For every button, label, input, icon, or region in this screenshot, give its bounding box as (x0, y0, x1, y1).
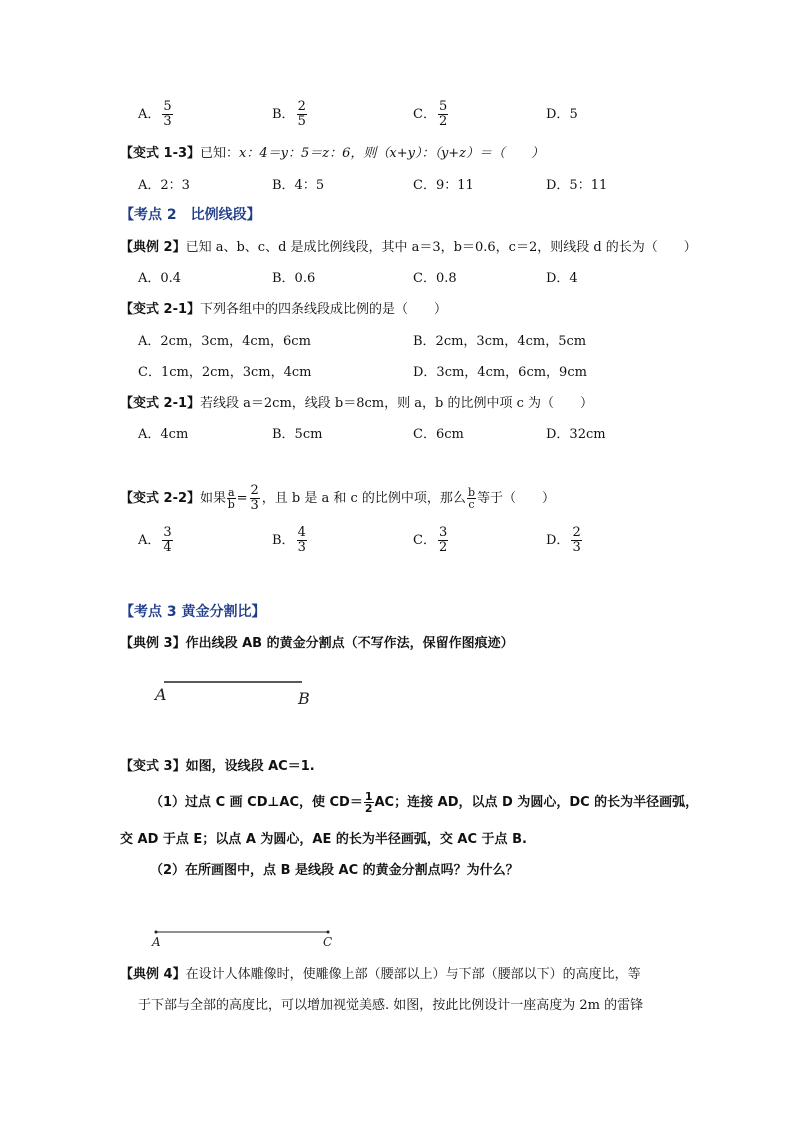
question-v3-part1: （1）过点 C 画 CD⊥AC，使 CD＝ $\frac{1}{2}$ AC；连接 AD，以点 D 为圆心，DC 的长为半径画弧， (150, 790, 699, 815)
point-a-label: A (152, 935, 161, 949)
option-b (272, 100, 309, 129)
fraction: $\frac{a}{b}$ (227, 486, 235, 511)
segment-ab-figure (150, 672, 330, 712)
point-a (155, 931, 158, 934)
option-c: C．9：11 (413, 178, 474, 193)
question-v3: 【变式 3】如图，设线段 AC＝1. (120, 759, 315, 774)
option-c: C． $\frac{3}{2}$ (413, 525, 448, 555)
question-ex2: 【典例 2】已知 a、b、c、d 是成比例线段，其中 a＝3，b＝0.6，c＝2，则线段 d 的长为（ ） (120, 240, 697, 255)
question-v13: 【变式 1-3】已知：x：4＝y：5＝z：6，则（x+y）：（y+z）＝（ ） (120, 146, 545, 161)
fraction: $\frac{5}{3}$ (163, 99, 172, 129)
option-a: A． $\frac{3}{4}$ (138, 525, 172, 555)
option-b: B． $\frac{4}{3}$ (272, 525, 306, 555)
fraction: $\frac{2}{3}$ (572, 525, 581, 555)
option-b: B．4：5 (272, 178, 325, 193)
fraction: $\frac{3}{2}$ (438, 525, 448, 555)
option-a (138, 100, 175, 129)
option-a: A．2cm，3cm，4cm，6cm (138, 334, 311, 349)
option-c: C．0.8 (413, 271, 457, 286)
option-b: B．0.6 (272, 271, 316, 286)
point-a-label: A (155, 685, 167, 704)
option-d: D．5 (546, 107, 578, 122)
question-ex3: 【典例 3】作出线段 AB 的黄金分割点（不写作法，保留作图痕迹） (120, 636, 514, 651)
point-b-label: B (298, 689, 310, 708)
option-label: A． (138, 107, 161, 122)
option-d: D．5：11 (546, 178, 608, 193)
option-a: A．4cm (138, 427, 189, 442)
fraction: $\frac{2}{3}$ (250, 483, 259, 513)
option-c (413, 100, 450, 129)
point-c (327, 931, 330, 934)
option-a: A．2：3 (138, 178, 190, 193)
option-label: C． (413, 107, 436, 122)
section-heading-3: 【考点 3 黄金分割比】 (120, 604, 266, 620)
question-v21a: 【变式 2-1】下列各组中的四条线段成比例的是（ ） (120, 302, 448, 317)
fraction: $\frac{b}{c}$ (467, 486, 475, 511)
fraction: $\frac{4}{3}$ (297, 525, 306, 555)
fraction: $\frac{3}{4}$ (163, 525, 172, 555)
question-ex4-cont: 于下部与全部的高度比，可以增加视觉美感. 如图，按此比例设计一座高度为 2m 的雷锋 (138, 998, 644, 1013)
option-b: B．5cm (272, 427, 323, 442)
option-b: B．2cm，3cm，4cm，5cm (413, 334, 587, 349)
question-v22: 【变式 2-2】如果 $\frac{a}{b}$ = $\frac{2}{3}$ ，且 b 是 a 和 c 的比例中项，那么 $\frac{b}{c}$ 等于（ ） (120, 483, 555, 513)
question-v21b: 【变式 2-1】若线段 a＝2cm，线段 b＝8cm，则 a，b 的比例中项 c 为（ ） (120, 396, 593, 411)
segment-ac-figure (148, 924, 348, 952)
option-d: D． $\frac{2}{3}$ (546, 525, 581, 555)
fraction: $\frac{2}{5}$ (297, 99, 306, 129)
question-v3-part1-cont: 交 AD 于点 E；以点 A 为圆心，AE 的长为半径画弧，交 AC 于点 B. (120, 832, 527, 847)
question-ex4: 【典例 4】在设计人体雕像时，使雕像上部（腰部以上）与下部（腰部以下）的高度比，等 (120, 967, 641, 982)
option-c: C．6cm (413, 427, 464, 442)
question-v3-part2: （2）在所画图中，点 B 是线段 AC 的黄金分割点吗？为什么？ (150, 863, 519, 878)
option-c: C．1cm，2cm，3cm，4cm (138, 365, 312, 380)
option-label: D． (546, 107, 570, 122)
fraction: $\frac{5}{2}$ (438, 99, 448, 129)
point-c-label: C (323, 935, 333, 949)
section-heading-2: 【考点 2 比例线段】 (120, 207, 261, 223)
option-d: D．3cm，4cm，6cm，9cm (413, 365, 587, 380)
option-a: A．0.4 (138, 271, 182, 286)
option-d: D．32cm (546, 427, 606, 442)
option-d: D．4 (546, 271, 578, 286)
option-label: B． (272, 107, 295, 122)
fraction: $\frac{1}{2}$ (364, 790, 373, 815)
